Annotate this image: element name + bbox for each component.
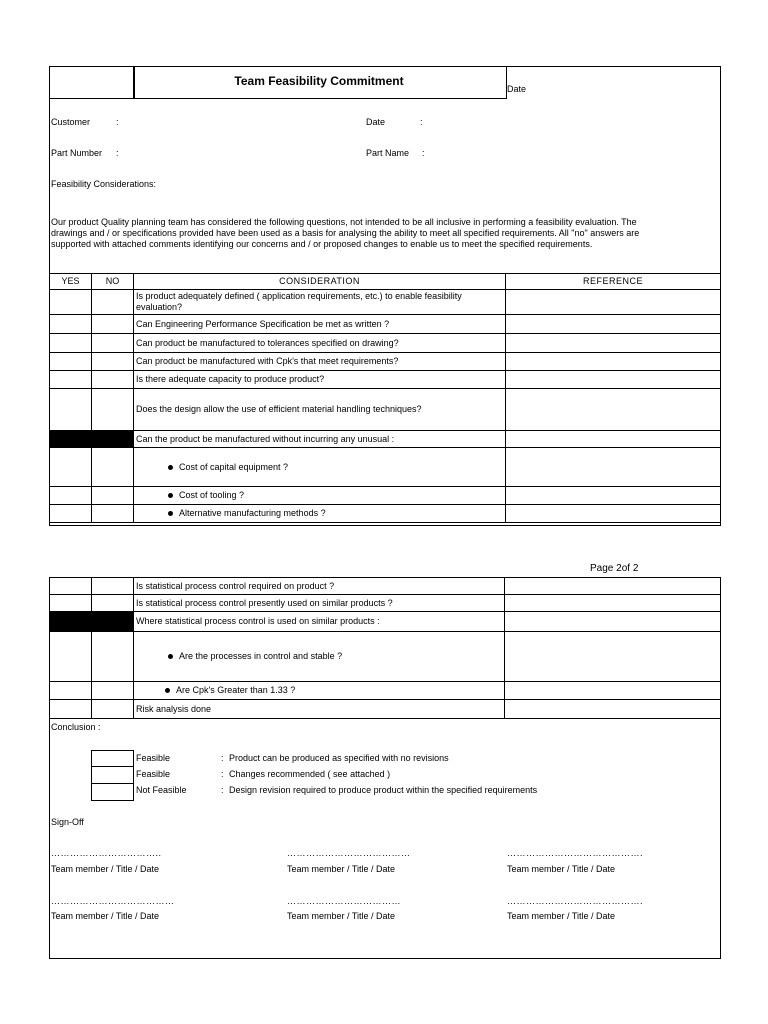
table-row bbox=[50, 431, 721, 448]
table-row bbox=[50, 334, 721, 353]
part-name-label: Part Name bbox=[366, 148, 410, 158]
header-date-label: Date bbox=[507, 84, 527, 94]
spc-table bbox=[49, 577, 721, 719]
reference-cell[interactable] bbox=[505, 700, 721, 719]
team-member-label: Team member / Title / Date bbox=[51, 864, 160, 874]
blacked-yes-cell bbox=[50, 612, 92, 632]
signature-line[interactable]: ………………………………… bbox=[287, 848, 411, 858]
yes-cell[interactable] bbox=[50, 595, 92, 612]
date-colon: : bbox=[420, 117, 423, 127]
bullet-icon bbox=[168, 654, 173, 659]
signature-line[interactable]: ………………………………… bbox=[51, 896, 175, 906]
yes-cell[interactable] bbox=[50, 353, 92, 371]
team-member-label: Team member / Title / Date bbox=[51, 911, 160, 921]
reference-cell[interactable] bbox=[505, 682, 721, 700]
part-name-colon: : bbox=[422, 148, 425, 158]
col-no-header: NO bbox=[92, 274, 134, 290]
yes-cell[interactable] bbox=[50, 448, 92, 487]
no-cell[interactable] bbox=[92, 353, 134, 371]
table-row bbox=[50, 315, 721, 334]
consideration-bullet-cell bbox=[134, 505, 506, 523]
consideration-text: Alternative manufacturing methods ? bbox=[179, 508, 326, 518]
reference-cell[interactable] bbox=[505, 632, 721, 682]
col-consideration-header: CONSIDERATION bbox=[134, 274, 506, 290]
option-colon: : bbox=[221, 753, 224, 763]
option-desc: Product can be produced as specified with no revisions bbox=[229, 753, 449, 763]
bullet-icon bbox=[168, 511, 173, 516]
consideration-text: Can product be manufactured with Cpk's that meet requirements? bbox=[134, 353, 506, 371]
consideration-text: Can the product be manufactured without incurring any unusual : bbox=[134, 431, 506, 448]
yes-cell[interactable] bbox=[50, 290, 92, 315]
blacked-no-cell bbox=[92, 612, 134, 632]
part-number-colon: : bbox=[116, 148, 119, 158]
part-number-label: Part Number bbox=[51, 148, 103, 158]
consideration-bullet-cell bbox=[134, 682, 505, 700]
team-member-label: Team member / Title / Date bbox=[287, 911, 396, 921]
table-row bbox=[50, 632, 721, 682]
reference-cell[interactable] bbox=[505, 578, 721, 595]
yes-cell[interactable] bbox=[50, 578, 92, 595]
yes-cell[interactable] bbox=[50, 700, 92, 719]
no-cell[interactable] bbox=[92, 505, 134, 523]
intro-line-2: drawings and / or specifications provided have been used as a basis for analysing the ability to meet all specified requirements. All "no" answers are bbox=[51, 228, 640, 238]
page-title: Team Feasibility Commitment bbox=[234, 74, 404, 88]
bullet-icon bbox=[165, 688, 170, 693]
table-row bbox=[50, 448, 721, 487]
reference-cell[interactable] bbox=[506, 353, 721, 371]
option-name: Not Feasible bbox=[136, 785, 187, 795]
consideration-text: Cost of capital equipment ? bbox=[179, 461, 289, 472]
yes-cell[interactable] bbox=[50, 682, 92, 700]
no-cell[interactable] bbox=[92, 682, 134, 700]
consideration-text: Can product be manufactured to tolerances specified on drawing? bbox=[134, 334, 506, 353]
conclusion-label: Conclusion : bbox=[51, 722, 101, 732]
no-cell[interactable] bbox=[92, 578, 134, 595]
option-colon: : bbox=[221, 769, 224, 779]
signature-line[interactable]: ……………………………………. bbox=[507, 848, 644, 858]
table-row bbox=[50, 487, 721, 505]
not-feasible-checkbox[interactable] bbox=[91, 783, 134, 801]
no-cell[interactable] bbox=[92, 371, 134, 389]
signature-line[interactable]: ……………………………… bbox=[287, 896, 401, 906]
yes-cell[interactable] bbox=[50, 632, 92, 682]
title-left-cell bbox=[49, 66, 135, 99]
no-cell[interactable] bbox=[92, 448, 134, 487]
customer-label: Customer bbox=[51, 117, 91, 127]
yes-cell[interactable] bbox=[50, 371, 92, 389]
reference-cell[interactable] bbox=[506, 431, 721, 448]
page-number: Page 2of 2 bbox=[590, 563, 639, 574]
yes-cell[interactable] bbox=[50, 334, 92, 353]
consideration-table bbox=[49, 273, 721, 523]
bullet-icon bbox=[168, 493, 173, 498]
blacked-yes-cell bbox=[50, 431, 92, 448]
reference-cell[interactable] bbox=[506, 448, 721, 487]
yes-cell[interactable] bbox=[50, 389, 92, 431]
yes-cell[interactable] bbox=[50, 487, 92, 505]
option-desc: Changes recommended ( see attached ) bbox=[229, 769, 391, 779]
table-row bbox=[50, 595, 721, 612]
yes-cell[interactable] bbox=[50, 315, 92, 334]
feasibility-considerations-label: Feasibility Considerations: bbox=[51, 179, 157, 189]
signature-line[interactable]: …………………………….. bbox=[51, 848, 162, 858]
table-row bbox=[50, 578, 721, 595]
consideration-text: Is there adequate capacity to produce product? bbox=[134, 371, 506, 389]
consideration-text: Cost of tooling ? bbox=[179, 490, 245, 500]
table-row bbox=[50, 371, 721, 389]
no-cell[interactable] bbox=[92, 315, 134, 334]
consideration-bullet-cell bbox=[134, 448, 506, 487]
no-cell[interactable] bbox=[92, 700, 134, 719]
date-label: Date bbox=[366, 117, 386, 127]
table-row bbox=[50, 389, 721, 431]
no-cell[interactable] bbox=[92, 487, 134, 505]
yes-cell[interactable] bbox=[50, 505, 92, 523]
reference-cell[interactable] bbox=[505, 595, 721, 612]
no-cell[interactable] bbox=[92, 632, 134, 682]
reference-cell[interactable] bbox=[506, 334, 721, 353]
option-desc: Design revision required to produce product within the specified requirements bbox=[229, 785, 538, 795]
no-cell[interactable] bbox=[92, 389, 134, 431]
intro-line-1: Our product Quality planning team has considered the following questions, not intended to be all inclusive in performing a feasibility evaluation. The bbox=[51, 217, 637, 227]
option-colon: : bbox=[221, 785, 224, 795]
consideration-text: Is product adequately defined ( application requirements, etc.) to enable feasibility evaluation? bbox=[134, 290, 506, 315]
consideration-text: Are the processes in control and stable ? bbox=[179, 651, 343, 661]
table-row bbox=[50, 353, 721, 371]
consideration-text: Does the design allow the use of efficient material handling techniques? bbox=[134, 389, 506, 431]
col-reference-header: REFERENCE bbox=[506, 274, 721, 290]
table-row bbox=[50, 682, 721, 700]
table-row bbox=[50, 700, 721, 719]
signoff-label: Sign-Off bbox=[51, 817, 84, 827]
intro-line-3: supported with attached comments identifying our concerns and / or proposed changes to enable us to meet the specified requirements. bbox=[51, 239, 593, 249]
col-yes-header: YES bbox=[50, 274, 92, 290]
customer-colon: : bbox=[116, 117, 119, 127]
consideration-text: Where statistical process control is used on similar products : bbox=[134, 612, 505, 632]
option-name: Feasible bbox=[136, 753, 171, 763]
consideration-text: Is statistical process control required on product ? bbox=[134, 578, 505, 595]
consideration-text: Is statistical process control presently used on similar products ? bbox=[134, 595, 505, 612]
consideration-text: Are Cpk's Greater than 1.33 ? bbox=[176, 685, 296, 695]
no-cell[interactable] bbox=[92, 595, 134, 612]
table-row bbox=[50, 290, 721, 315]
team-member-label: Team member / Title / Date bbox=[507, 911, 616, 921]
reference-cell[interactable] bbox=[506, 487, 721, 505]
no-cell[interactable] bbox=[92, 334, 134, 353]
team-member-label: Team member / Title / Date bbox=[507, 864, 616, 874]
reference-cell[interactable] bbox=[506, 290, 721, 315]
consideration-text: Risk analysis done bbox=[134, 700, 505, 719]
reference-cell[interactable] bbox=[506, 389, 721, 431]
option-name: Feasible bbox=[136, 769, 171, 779]
feasible-changes-checkbox[interactable] bbox=[91, 766, 134, 784]
bullet-icon bbox=[168, 465, 173, 470]
blacked-no-cell bbox=[92, 431, 134, 448]
reference-cell[interactable] bbox=[505, 612, 721, 632]
consideration-bullet-cell bbox=[134, 487, 506, 505]
reference-cell[interactable] bbox=[506, 505, 721, 523]
signature-line[interactable]: ……………………………………. bbox=[507, 896, 644, 906]
reference-cell[interactable] bbox=[506, 315, 721, 334]
feasible-checkbox[interactable] bbox=[91, 750, 134, 767]
consideration-bullet-cell bbox=[134, 632, 505, 682]
table-row bbox=[50, 505, 721, 523]
no-cell[interactable] bbox=[92, 290, 134, 315]
team-member-label: Team member / Title / Date bbox=[287, 864, 396, 874]
table-row bbox=[50, 612, 721, 632]
consideration-text: Can Engineering Performance Specification be met as written ? bbox=[134, 315, 506, 334]
reference-cell[interactable] bbox=[506, 371, 721, 389]
